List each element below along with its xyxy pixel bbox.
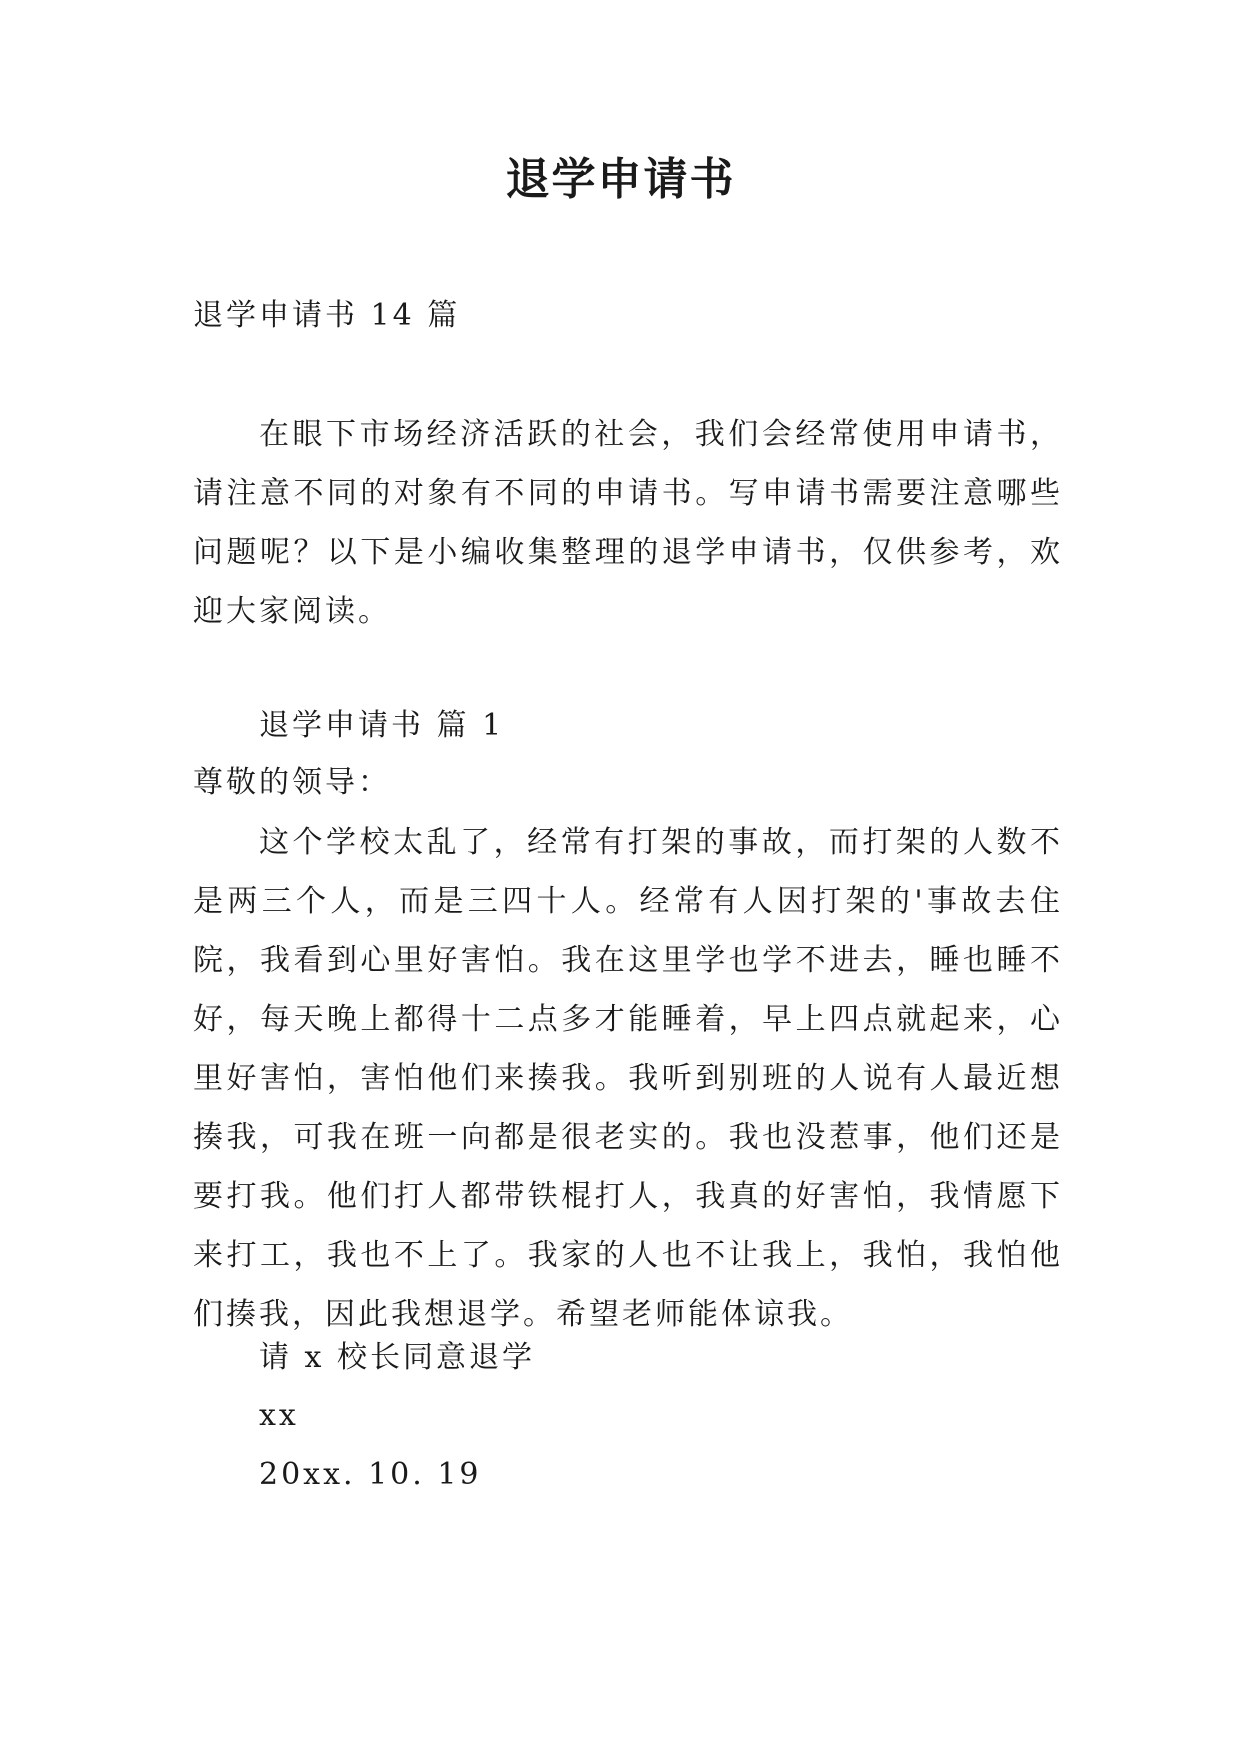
intro-paragraph: 在眼下市场经济活跃的社会，我们会经常使用申请书，请注意不同的对象有不同的申请书。写申请书需要注意哪些问题呢？以下是小编收集整理的退学申请书，仅供参考，欢迎大家阅读。 xyxy=(193,417,1063,629)
document-title: 退学申请书 xyxy=(505,154,736,205)
salutation: 尊敬的领导： xyxy=(193,765,391,800)
body-paragraph: 这个学校太乱了，经常有打架的事故，而打架的人数不是两三个人，而是三四十人。经常有人因打架的'事故去住院，我看到心里好害怕。我在这里学也学不进去，睡也睡不好，每天晚上都得十二点多才能睡着，早上四点就起来，心里好害怕，害怕他们来揍我。我听到别班的人说有人最近想揍我，可我在班一向都是很老实的。我也没惹事，他们还是要打我。他们打人都带铁棍打人，我真的好害怕，我情愿下来打工，我也不上了。我家的人也不让我上，我怕，我怕他们揍我，因此我想退学。希望老师能体谅我。 xyxy=(193,825,1063,1332)
signature: xx xyxy=(259,1398,299,1433)
closing-request: 请 x 校长同意退学 xyxy=(259,1340,535,1375)
date: 20xx. 10. 19 xyxy=(259,1457,482,1492)
section-heading: 退学申请书 篇 1 xyxy=(259,708,505,743)
document-subtitle: 退学申请书 14 篇 xyxy=(193,298,461,333)
